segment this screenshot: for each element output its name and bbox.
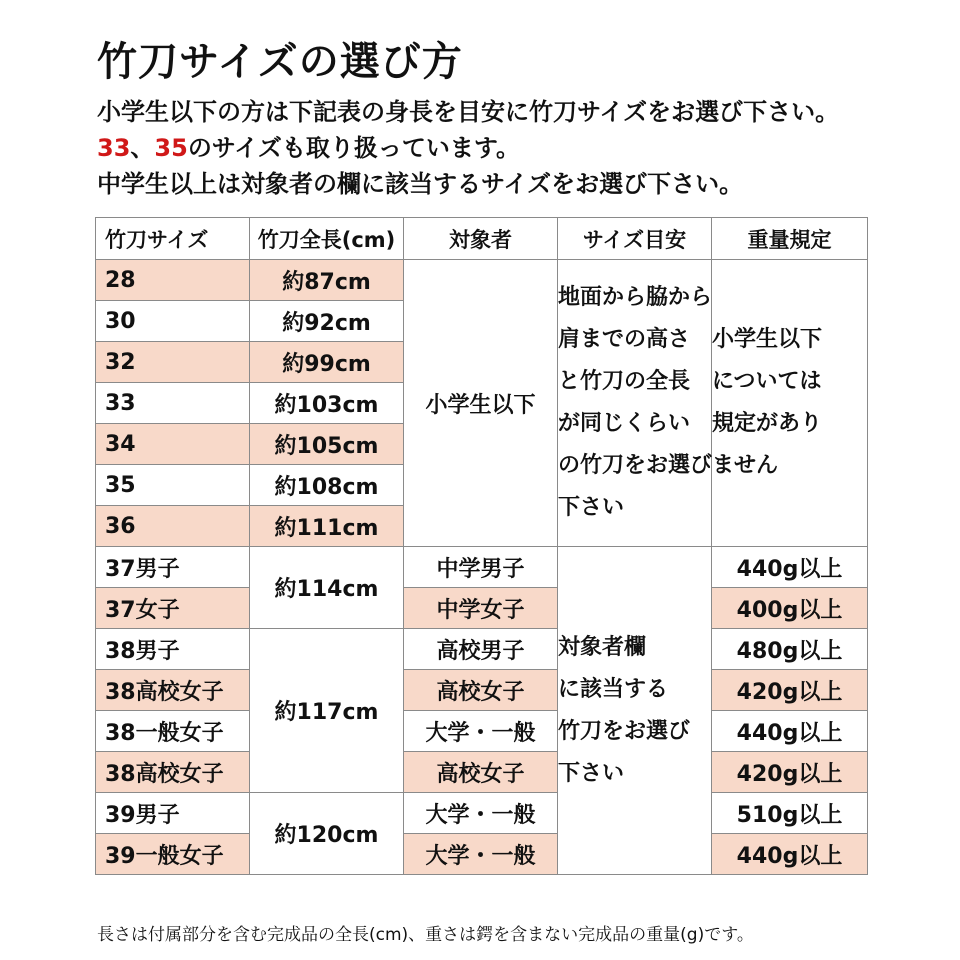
guide-line: 竹刀をお選び bbox=[558, 718, 691, 744]
table-row bbox=[96, 711, 868, 752]
target-cell: 高校男子 bbox=[404, 629, 558, 670]
table-row bbox=[96, 547, 868, 588]
weight-cell: 420g以上 bbox=[712, 752, 868, 793]
size-cell: 28 bbox=[96, 260, 250, 301]
guide-line: 下さい bbox=[558, 760, 625, 786]
guide-line: と竹刀の全長 bbox=[558, 369, 691, 394]
table-row bbox=[96, 260, 868, 301]
length-cell: 約114cm bbox=[250, 547, 404, 629]
target-cell-elementary: 小学生以下 bbox=[404, 260, 558, 547]
size-table bbox=[95, 217, 868, 875]
weight-cell: 510g以上 bbox=[712, 793, 868, 834]
size-33-highlight: 33 bbox=[97, 134, 131, 162]
size-cell: 35 bbox=[96, 465, 250, 506]
table-row bbox=[96, 670, 868, 711]
intro-line-3: 中学生以上は対象者の欄に該当するサイズをお選び下さい。 bbox=[97, 170, 744, 198]
table-row bbox=[96, 629, 868, 670]
size-cell: 38男子 bbox=[96, 629, 250, 670]
header-length: 竹刀全長(cm) bbox=[250, 218, 404, 260]
table-row bbox=[96, 752, 868, 793]
intro-line-2 bbox=[97, 130, 839, 166]
guide-line: 対象者欄 bbox=[558, 634, 647, 660]
page-title: 竹刀サイズの選び方 bbox=[97, 39, 463, 85]
length-cell: 約117cm bbox=[250, 629, 404, 793]
guide-line: の竹刀をお選び bbox=[558, 453, 713, 478]
weight-cell-elementary bbox=[712, 260, 868, 547]
guide-line: 肩までの高さ bbox=[558, 327, 691, 352]
intro-text bbox=[97, 94, 839, 202]
table-header-row bbox=[96, 218, 868, 260]
length-cell: 約120cm bbox=[250, 793, 404, 875]
header-target: 対象者 bbox=[404, 218, 558, 260]
target-cell: 大学・一般 bbox=[404, 834, 558, 875]
header-size: 竹刀サイズ bbox=[96, 218, 250, 260]
size-cell: 38一般女子 bbox=[96, 711, 250, 752]
size-cell: 38高校女子 bbox=[96, 752, 250, 793]
table-row bbox=[96, 793, 868, 834]
length-cell: 約87cm bbox=[250, 260, 404, 301]
table-row bbox=[96, 588, 868, 629]
weight-cell: 480g以上 bbox=[712, 629, 868, 670]
size-35-highlight: 35 bbox=[154, 134, 188, 162]
weight-line: ません bbox=[712, 453, 779, 478]
guide-line: が同じくらい bbox=[558, 411, 691, 436]
table-row bbox=[96, 834, 868, 875]
target-cell: 中学男子 bbox=[404, 547, 558, 588]
target-cell: 中学女子 bbox=[404, 588, 558, 629]
size-cell: 36 bbox=[96, 506, 250, 547]
guide-line: に該当する bbox=[558, 676, 669, 702]
guide-cell-elementary bbox=[558, 260, 712, 547]
weight-cell: 400g以上 bbox=[712, 588, 868, 629]
size-cell: 37男子 bbox=[96, 547, 250, 588]
weight-cell: 440g以上 bbox=[712, 711, 868, 752]
length-cell: 約99cm bbox=[250, 342, 404, 383]
guide-cell-upper bbox=[558, 547, 712, 875]
length-cell: 約103cm bbox=[250, 383, 404, 424]
header-weight: 重量規定 bbox=[712, 218, 868, 260]
guide-line: 地面から脇から bbox=[558, 285, 713, 310]
guide-line: 下さい bbox=[558, 495, 625, 520]
weight-cell: 440g以上 bbox=[712, 547, 868, 588]
intro-line-1: 小学生以下の方は下記表の身長を目安に竹刀サイズをお選び下さい。 bbox=[97, 98, 840, 126]
size-cell: 30 bbox=[96, 301, 250, 342]
weight-cell: 440g以上 bbox=[712, 834, 868, 875]
length-cell: 約108cm bbox=[250, 465, 404, 506]
size-cell: 39男子 bbox=[96, 793, 250, 834]
header-guide: サイズ目安 bbox=[558, 218, 712, 260]
target-cell: 大学・一般 bbox=[404, 711, 558, 752]
weight-cell: 420g以上 bbox=[712, 670, 868, 711]
size-cell: 34 bbox=[96, 424, 250, 465]
length-cell: 約92cm bbox=[250, 301, 404, 342]
weight-line: については bbox=[712, 369, 822, 394]
size-cell: 32 bbox=[96, 342, 250, 383]
size-cell: 37女子 bbox=[96, 588, 250, 629]
size-cell: 38高校女子 bbox=[96, 670, 250, 711]
weight-line: 小学生以下 bbox=[712, 327, 823, 352]
weight-line: 規定があり bbox=[712, 411, 823, 436]
size-cell: 39一般女子 bbox=[96, 834, 250, 875]
length-cell: 約105cm bbox=[250, 424, 404, 465]
target-cell: 大学・一般 bbox=[404, 793, 558, 834]
intro-separator: 、 bbox=[130, 134, 155, 162]
target-cell: 高校女子 bbox=[404, 670, 558, 711]
length-cell: 約111cm bbox=[250, 506, 404, 547]
size-cell: 33 bbox=[96, 383, 250, 424]
intro-line-2-rest: のサイズも取り扱っています。 bbox=[187, 134, 520, 162]
footer-note: 長さは付属部分を含む完成品の全長(cm)、重さは鍔を含まない完成品の重量(g)です。 bbox=[97, 925, 754, 945]
target-cell: 高校女子 bbox=[404, 752, 558, 793]
